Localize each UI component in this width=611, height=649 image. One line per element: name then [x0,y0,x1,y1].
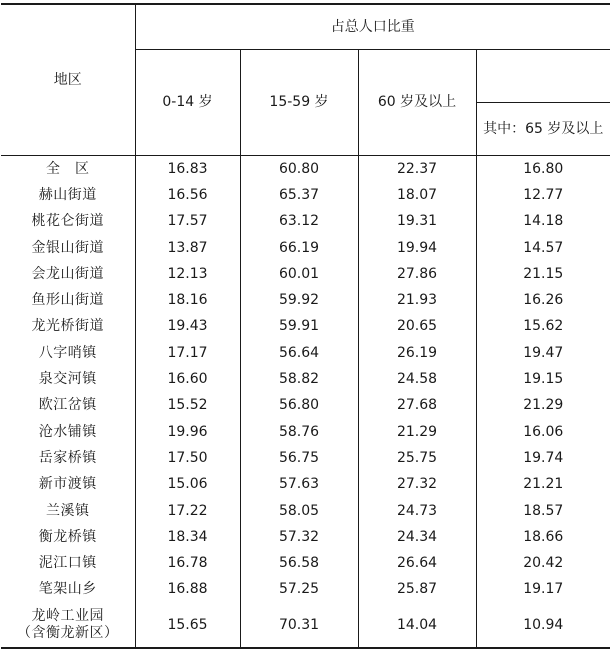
value-age-65-plus: 21.21 [476,472,610,498]
table-row [1,340,610,366]
value-age-60-plus: 21.93 [358,287,476,313]
value-age-65-plus: 16.80 [476,156,610,183]
region-name: 桃花仑街道 [31,213,104,230]
region-name: 金银山街道 [31,239,104,256]
region-name: 笔架山乡 [38,581,97,598]
table-row [1,156,610,183]
value-age-65-plus: 19.17 [476,577,610,603]
value-age-0-14: 17.50 [135,445,240,471]
value-age-0-14: 16.56 [135,182,240,208]
table-row [1,472,610,498]
header-age-0-14: 0-14 岁 [135,50,240,156]
value-age-65-plus: 10.94 [476,603,610,648]
value-age-15-59: 57.32 [240,524,358,550]
value-age-60-plus: 25.87 [358,577,476,603]
value-age-60-plus: 26.64 [358,550,476,576]
value-age-15-59: 60.80 [240,156,358,183]
value-age-60-plus: 27.32 [358,472,476,498]
value-age-0-14: 17.17 [135,340,240,366]
value-age-60-plus: 19.94 [358,235,476,261]
value-age-0-14: 16.83 [135,156,240,183]
value-age-0-14: 15.52 [135,393,240,419]
value-age-15-59: 65.37 [240,182,358,208]
value-age-0-14: 12.13 [135,261,240,287]
value-age-15-59: 59.91 [240,314,358,340]
value-age-60-plus: 22.37 [358,156,476,183]
table-row [1,287,610,313]
value-age-65-plus: 12.77 [476,182,610,208]
value-age-15-59: 56.64 [240,340,358,366]
value-age-65-plus: 21.15 [476,261,610,287]
value-age-60-plus: 18.07 [358,182,476,208]
region-name: 衡龙桥镇 [38,528,97,545]
header-age-60-plus: 60 岁及以上 [358,50,476,156]
value-age-65-plus: 19.47 [476,340,610,366]
value-age-60-plus: 27.68 [358,393,476,419]
region-name-line2: （含衡龙新区） [17,625,119,642]
table-row [1,209,610,235]
value-age-65-plus: 15.62 [476,314,610,340]
region-name: 泥江口镇 [38,555,97,572]
table-row [1,393,610,419]
population-age-table [1,3,610,649]
value-age-60-plus: 24.58 [358,366,476,392]
value-age-0-14: 13.87 [135,235,240,261]
region-name: 赫山街道 [38,186,97,203]
table-row [1,445,610,471]
region-name: 沧水铺镇 [38,423,97,440]
value-age-15-59: 70.31 [240,603,358,648]
value-age-60-plus: 26.19 [358,340,476,366]
value-age-60-plus: 19.31 [358,209,476,235]
value-age-0-14: 16.88 [135,577,240,603]
region-name: 欧江岔镇 [38,397,97,414]
region-name: 鱼形山街道 [31,292,104,309]
table-row [1,577,610,603]
value-age-15-59: 59.92 [240,287,358,313]
region-name: 会龙山街道 [31,265,104,282]
region-name [1,603,135,648]
value-age-15-59: 63.12 [240,209,358,235]
region-name: 兰溪镇 [46,502,90,519]
value-age-65-plus: 16.26 [476,287,610,313]
value-age-15-59: 57.63 [240,472,358,498]
value-age-65-plus: 18.66 [476,524,610,550]
value-age-0-14: 15.65 [135,603,240,648]
value-age-15-59: 60.01 [240,261,358,287]
value-age-15-59: 56.58 [240,550,358,576]
region-name: 全 区 [46,160,90,177]
value-age-15-59: 58.76 [240,419,358,445]
table-row [1,261,610,287]
table-row [1,524,610,550]
region-name: 龙光桥街道 [31,318,104,335]
value-age-60-plus: 21.29 [358,419,476,445]
value-age-65-plus: 21.29 [476,393,610,419]
table-body [1,156,610,649]
value-age-15-59: 66.19 [240,235,358,261]
value-age-65-plus: 14.57 [476,235,610,261]
header-age-65-spacer [476,50,610,103]
value-age-0-14: 17.22 [135,498,240,524]
value-age-60-plus: 24.34 [358,524,476,550]
value-age-0-14: 18.16 [135,287,240,313]
region-name: 八字哨镇 [38,344,97,361]
value-age-0-14: 15.06 [135,472,240,498]
value-age-65-plus: 20.42 [476,550,610,576]
value-age-0-14: 18.34 [135,524,240,550]
value-age-60-plus: 20.65 [358,314,476,340]
value-age-65-plus: 14.18 [476,209,610,235]
header-age-15-59: 15-59 岁 [240,50,358,156]
value-age-65-plus: 19.74 [476,445,610,471]
value-age-65-plus: 18.57 [476,498,610,524]
header-region: 地区 [1,4,135,156]
value-age-15-59: 57.25 [240,577,358,603]
value-age-15-59: 58.82 [240,366,358,392]
table-row [1,498,610,524]
region-name-line1: 龙岭工业园 [31,608,104,625]
value-age-60-plus: 25.75 [358,445,476,471]
value-age-15-59: 58.05 [240,498,358,524]
region-name: 新市渡镇 [38,476,97,493]
table-row [1,603,610,648]
value-age-60-plus: 27.86 [358,261,476,287]
value-age-65-plus: 16.06 [476,419,610,445]
table-row [1,366,610,392]
value-age-15-59: 56.80 [240,393,358,419]
header-age-65-plus: 其中：65 岁及以上 [476,103,610,156]
value-age-0-14: 16.78 [135,550,240,576]
region-name: 泉交河镇 [38,371,97,388]
value-age-0-14: 19.96 [135,419,240,445]
region-name: 岳家桥镇 [38,449,97,466]
value-age-60-plus: 24.73 [358,498,476,524]
value-age-0-14: 17.57 [135,209,240,235]
value-age-0-14: 16.60 [135,366,240,392]
value-age-15-59: 56.75 [240,445,358,471]
table-row [1,235,610,261]
table-row [1,314,610,340]
value-age-60-plus: 14.04 [358,603,476,648]
table-row [1,182,610,208]
table-header [1,4,610,156]
table-row [1,419,610,445]
value-age-65-plus: 19.15 [476,366,610,392]
table-row [1,550,610,576]
header-group-share: 占总人口比重 [135,4,610,50]
value-age-0-14: 19.43 [135,314,240,340]
